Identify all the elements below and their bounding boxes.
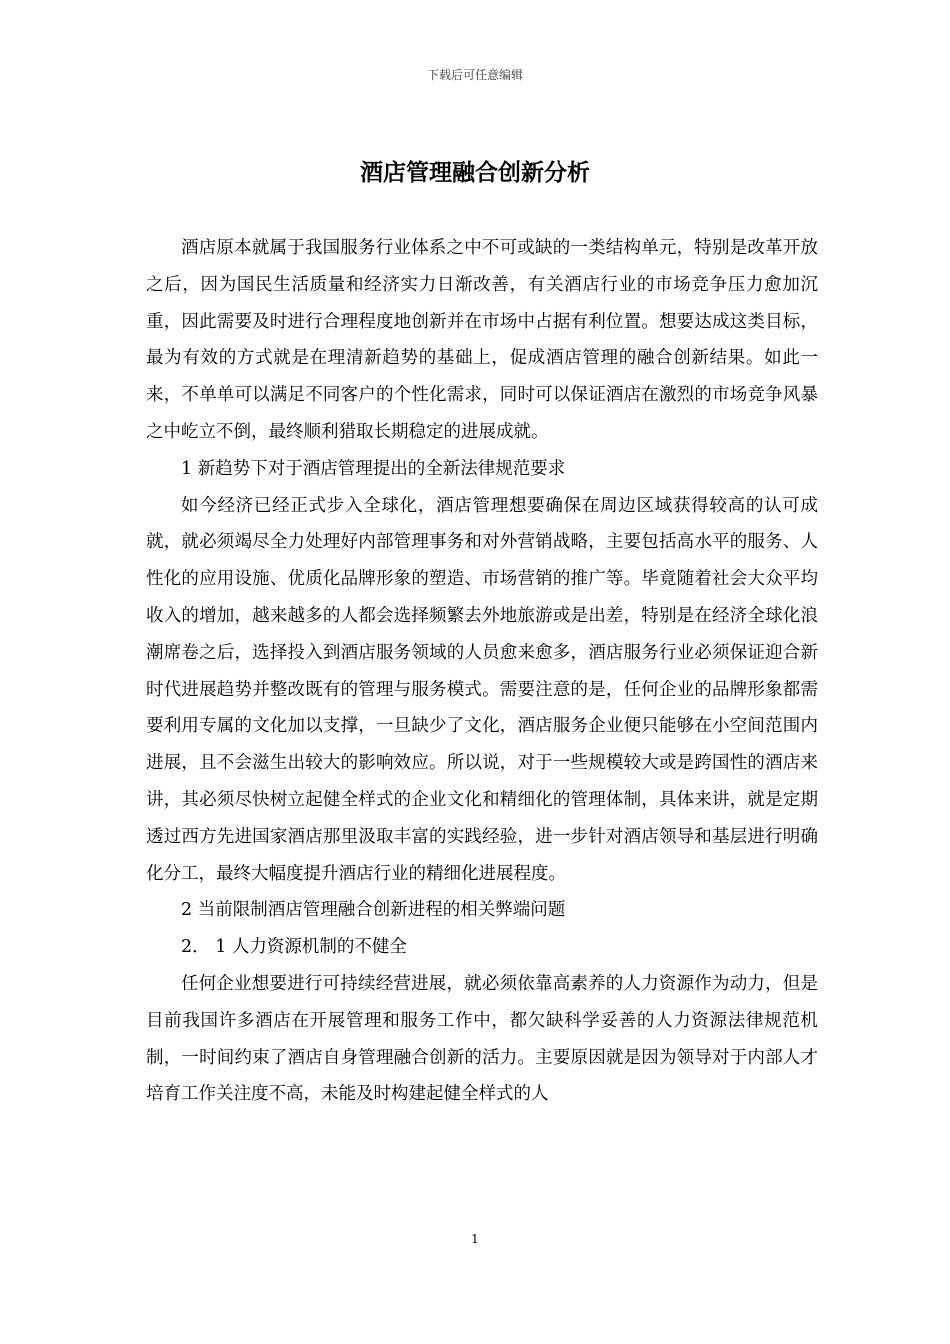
section-heading-2: 2 当前限制酒店管理融合创新进程的相关弊端问题 xyxy=(181,900,566,921)
paragraph-intro: 酒店原本就属于我国服务行业体系之中不可或缺的一类结构单元，特别是改革开放之后，因为国民生活质量和经济实力日渐改善，有关酒店行业的市场竞争压力愈加沉重，因此需要及时进行合理程度地创新并在市场中占据有利位置。想要达成这类目标，最为有效的方式就是在理清新趋势的基础上，促成酒店管理的融合创新结果。如此一来，不单单可以满足不同客户的个性化需求，同时可以保证酒店在激烈的市场竞争风暴之中屹立不倒，最终顺利猎取长期稳定的进展成就。 xyxy=(146,238,818,442)
paragraph-section-1: 如今经济已经正式步入全球化，酒店管理想要确保在周边区域获得较高的认可成就，就必须竭尽全力处理好内部管理事务和对外营销战略，主要包括高水平的服务、人性化的应用设施、优质化品牌形象的塑造、市场营销的推广等。毕竟随着社会大众平均收入的增加，越来越多的人都会选择频繁去外地旅游或是出差，特别是在经济全球化浪潮席卷之后，选择投入到酒店服务领域的人员愈来愈多，酒店服务行业必须保证迎合新时代进展趋势并整改既有的管理与服务模式。需要注意的是，任何企业的品牌形象都需要利用专属的文化加以支撑，一旦缺少了文化，酒店服务企业便只能够在小空间范围内进展，且不会滋生出较大的影响效应。所以说，对于一些规模较大或是跨国性的酒店来讲，其必须尽快树立起健全样式的企业文化和精细化的管理体制，具体来讲，就是定期透过西方先进国家酒店那里汲取丰富的实践经验，进一步针对酒店领导和基层进行明确化分工，最终大幅度提升酒店行业的精细化进展程度。 xyxy=(146,495,818,884)
document-body xyxy=(146,230,818,1113)
page-number: 1 xyxy=(471,1232,479,1246)
header-note: 下载后可任意编辑 xyxy=(426,68,523,82)
subsection-heading-2-1: 2． 1 人力资源机制的不健全 xyxy=(181,937,407,958)
paragraph-section-2-1: 任何企业想要进行可持续经营进展，就必须依靠高素养的人力资源作为动力，但是目前我国许多酒店在开展管理和服务工作中，都欠缺科学妥善的人力资源法律规范机制，一时间约束了酒店自身管理融合创新的活力。主要原因就是因为领导对于内部人才培育工作关注度不高，未能及时构建起健全样式的人 xyxy=(146,973,818,1105)
section-heading-1: 1 新趋势下对于酒店管理提出的全新法律规范要求 xyxy=(181,458,566,479)
document-title: 酒店管理融合创新分析 xyxy=(360,159,590,186)
